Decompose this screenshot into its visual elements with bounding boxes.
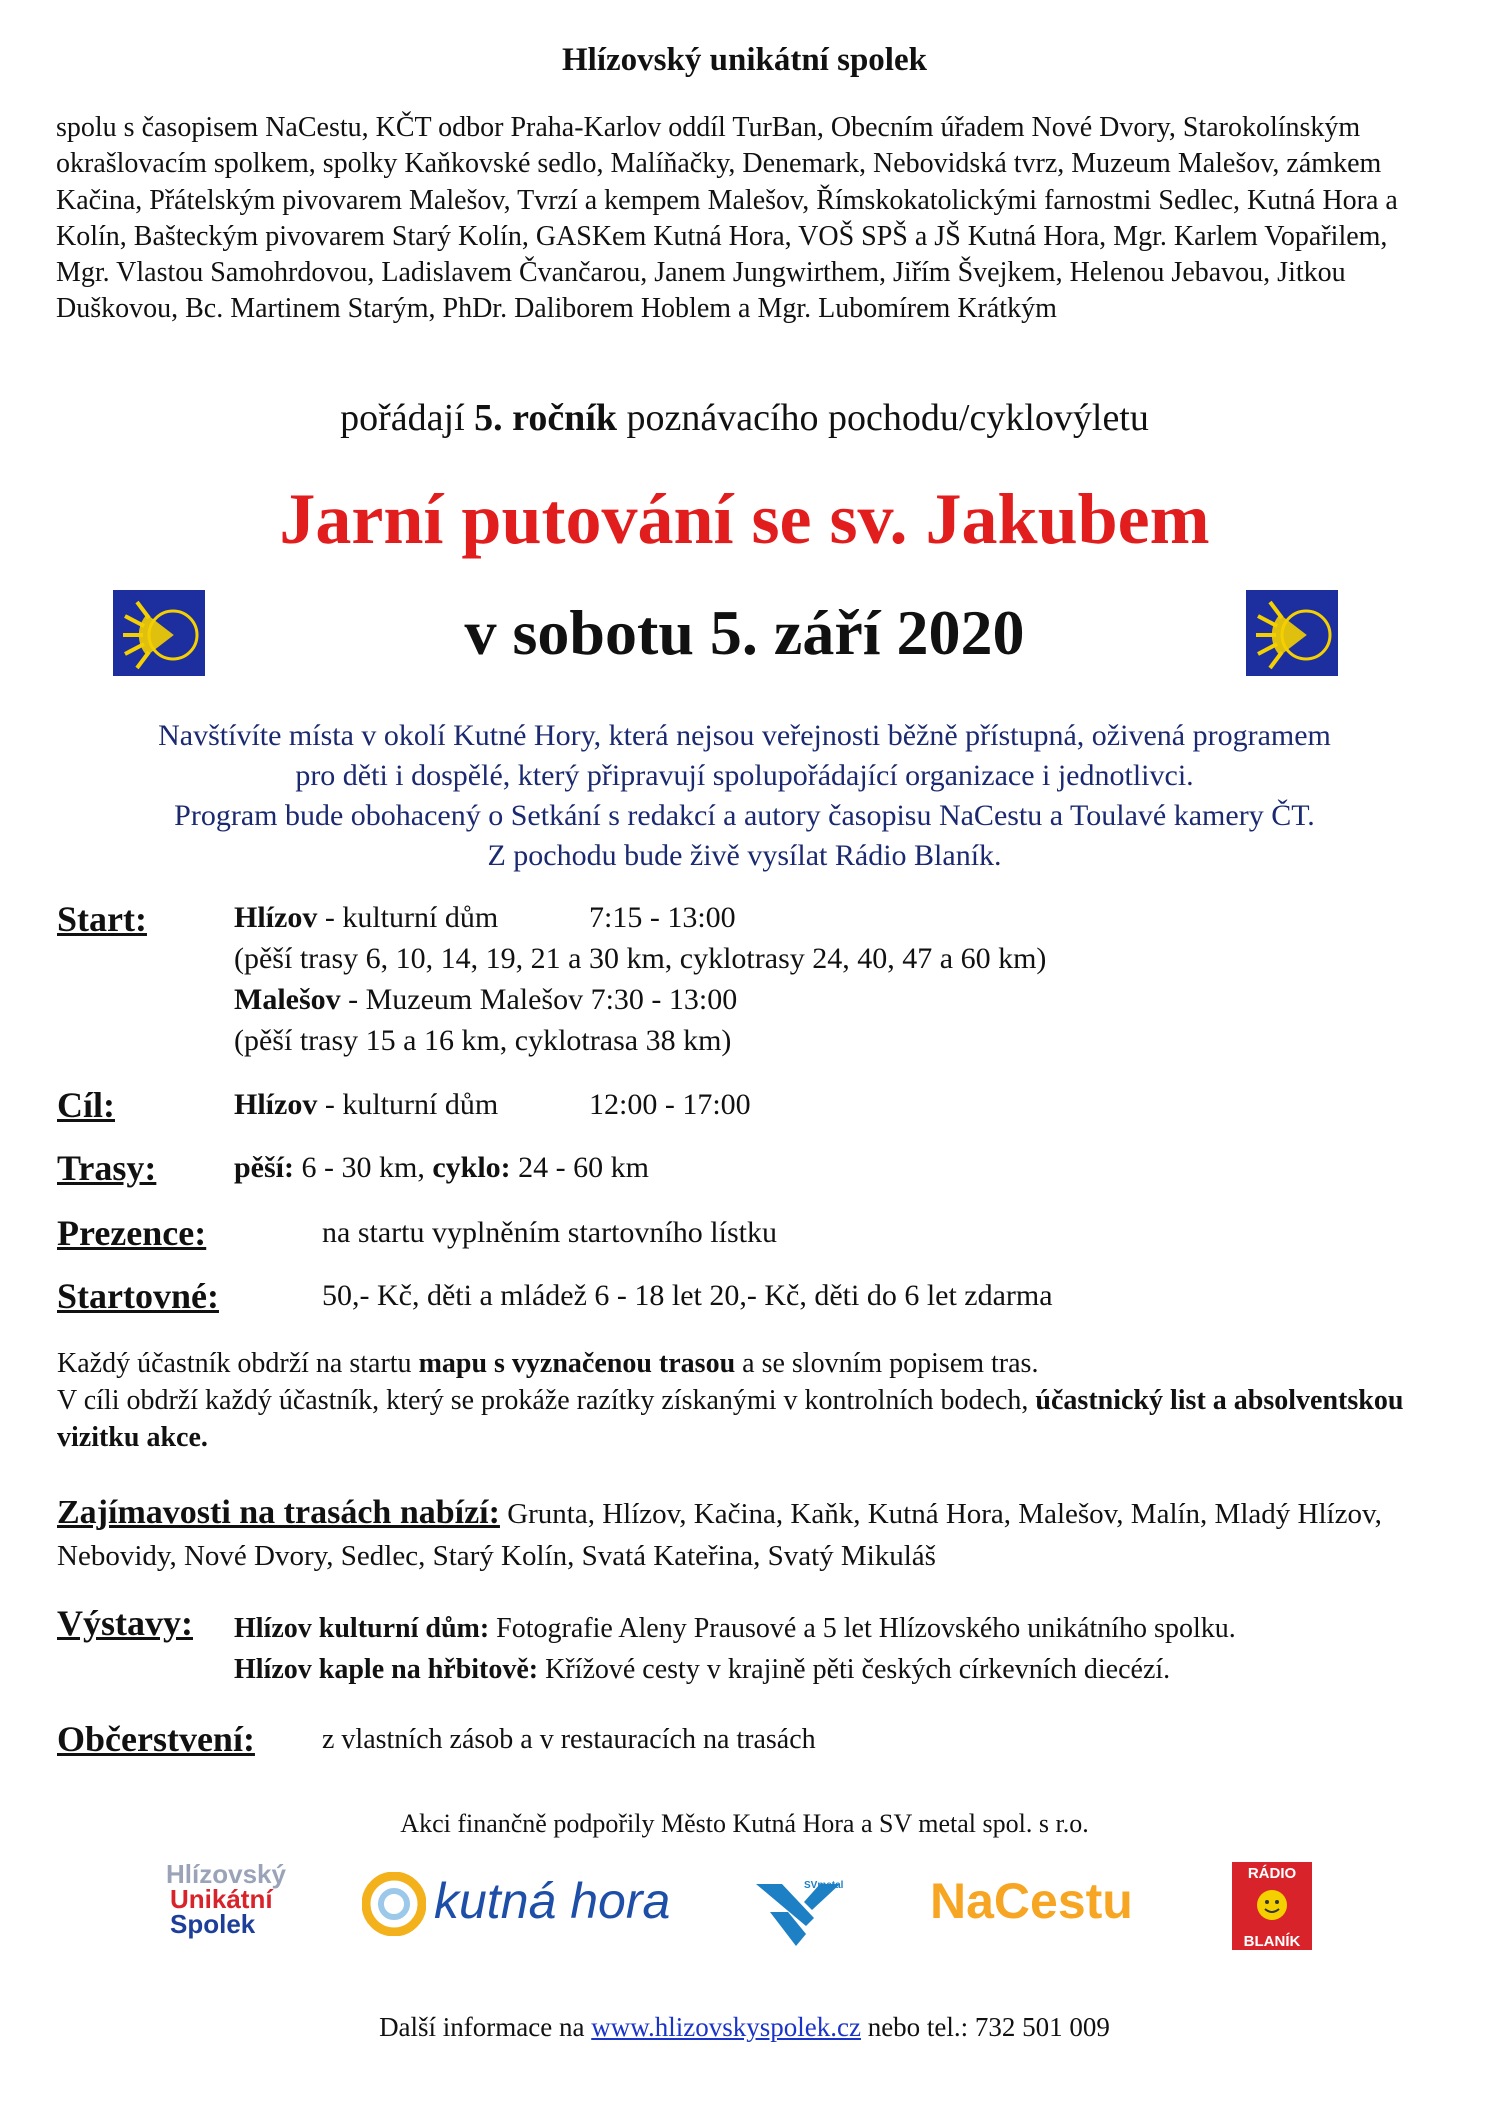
finish-time: 12:00 - 17:00: [589, 1088, 751, 1121]
description-line: Navštívíte místa v okolí Kutné Hory, která nejsou veřejnosti běžně přístupná, oživená programem: [158, 719, 1331, 752]
info-p1-a: Každý účastník obdrží na startu: [57, 1348, 419, 1379]
logo-sv-metal: [748, 1870, 848, 1950]
partners-paragraph: spolu s časopisem NaCestu, KČT odbor Praha-Karlov oddíl TurBan, Obecním úřadem Nové Dvory, Starokolínským okrašlovacím spolkem, spolky Kaňkovské sedlo, Malíňačky, Denemark, Nebovidská tvrz, Muzeum Malešov, zámkem Kačina, Přátelským pivovarem Malešov, Tvrzí a kempem Malešov, Římskokatolickými farnostmi Sedlec, Kutná Hora a Kolín, Bašteckým pivovarem Starý Kolín, GASKem Kutná Hora, VOŠ SPŠ a JŠ Kutná Hora, Mgr. Karlem Vopařilem, Mgr. Vlastou Samohrdovou, Ladislavem Čvančarou, Janem Jungwirthem, Jiřím Švejkem, Helenou Jebavou, Jitkou Duškovou, Bc. Martinem Starým, PhDr. Daliborem Hoblem a Mgr. Lubomírem Krátkým: [56, 112, 1398, 325]
logo-radio-blanik: [1232, 1862, 1312, 1950]
logo-hus-line-2: Unikátní: [170, 1884, 273, 1914]
refreshments-text: z vlastních zásob a v restauracích na trasách: [322, 1724, 816, 1755]
exhibition-1-place: Hlízov kulturní dům:: [234, 1613, 490, 1644]
intro-line: [0, 396, 1489, 440]
intro-edition: 5. ročník: [474, 397, 618, 439]
start-loc1-time: 7:15 - 13:00: [589, 901, 736, 934]
routes-bike: 24 - 60 km: [510, 1151, 649, 1184]
description-line: pro děti i dospělé, který připravují spolupořádající organizace i jednotlivci.: [295, 759, 1194, 792]
info-paragraph: [57, 1345, 1447, 1456]
fee-label: Startovné:: [57, 1276, 219, 1316]
exhibition-2: [234, 1649, 1236, 1690]
routes-walk-label: pěší:: [234, 1151, 294, 1184]
start-location-1: [234, 901, 498, 935]
event-date: v sobotu 5. září 2020: [464, 597, 1025, 668]
start-loc1-rest: - kulturní dům: [317, 901, 499, 934]
exhibitions-list: [234, 1608, 1236, 1690]
description-line: Program bude obohacený o Setkání s redakcí a autory časopisu NaCestu a Toulavé kamery ČT.: [174, 799, 1315, 832]
refreshments-label: Občerstvení:: [57, 1719, 255, 1759]
routes-text: [234, 1151, 649, 1185]
exhibition-1-text: Fotografie Aleny Prausové a 5 let Hlízovského unikátního spolku.: [489, 1613, 1236, 1644]
info-line-2: [57, 1382, 1447, 1456]
logo-hlizovsky-spolek: [166, 1859, 306, 1952]
exhibition-1: [234, 1608, 1236, 1649]
exhibition-2-text: Křížové cesty v krajině pěti českých církevních diecézí.: [538, 1654, 1171, 1685]
website-link[interactable]: www.hlizovskyspolek.cz: [591, 2012, 861, 2042]
intro-pre: pořádají: [340, 397, 465, 439]
sponsors-text: Akci finančně podpořily Město Kutná Hora a SV metal spol. s r.o.: [400, 1809, 1089, 1838]
logo-hus-line-1: Hlízovský: [166, 1859, 286, 1889]
start-loc2-routes: (pěší trasy 15 a 16 km, cyklotrasa 38 km): [234, 1024, 732, 1057]
start-loc1-name: Hlízov: [234, 901, 318, 934]
logo-kutna-hora: [362, 1870, 682, 1940]
info-p2-b: účastnický list a absolventskou vizitku akce.: [57, 1385, 1404, 1453]
logo-radio-line-2: BLANÍK: [1243, 1933, 1301, 1950]
routes-walk: 6 - 30 km,: [294, 1151, 425, 1184]
finish-label: Cíl:: [57, 1085, 115, 1125]
start-loc2-rest: - Muzeum Malešov 7:30 - 13:00: [340, 983, 738, 1016]
info-p1-c: a se slovním popisem tras.: [735, 1348, 1039, 1379]
radio-sun-icon: [1249, 1882, 1295, 1928]
registration-text: na startu vyplněním startovního lístku: [322, 1216, 777, 1249]
finish-location: [234, 1088, 498, 1122]
info-p1-b: mapu s vyznačenou trasou: [418, 1348, 736, 1379]
fee-text: 50,- Kč, děti a mládež 6 - 18 let 20,- Kč, děti do 6 let zdarma: [322, 1279, 1053, 1312]
exhibition-2-place: Hlízov kaple na hřbitově:: [234, 1654, 539, 1685]
logo-kutna-hora-text: kutná hora: [434, 1873, 671, 1929]
finish-loc-name: Hlízov: [234, 1088, 318, 1121]
attractions-label: Zajímavosti na trasách nabízí:: [57, 1494, 500, 1531]
logo-hus-line-3: Spolek: [170, 1909, 256, 1939]
start-loc2-name: Malešov: [234, 983, 341, 1016]
registration-label: Prezence:: [57, 1213, 207, 1253]
logo-radio-line-1: RÁDIO: [1247, 1865, 1297, 1882]
kutna-hora-emblem-icon: [362, 1872, 426, 1936]
info-p2-a: V cíli obdrží každý účastník, který se prokáže razítky získanými v kontrolních bodech,: [57, 1385, 1036, 1416]
routes-label: Trasy:: [57, 1148, 157, 1188]
attractions-paragraph: [57, 1492, 1447, 1577]
footer: [0, 2012, 1489, 2043]
logo-sv-metal-text: SVmetal: [804, 1880, 844, 1891]
description-line: Z pochodu bude živě vysílat Rádio Blaník.: [487, 839, 1002, 872]
event-description: [0, 716, 1489, 876]
footer-post: nebo tel.: 732 501 009: [860, 2012, 1110, 2042]
start-loc1-routes: (pěší trasy 6, 10, 14, 19, 21 a 30 km, cyklotrasy 24, 40, 47 a 60 km): [234, 942, 1047, 975]
logo-nacestu: NaCestu: [930, 1873, 1133, 1929]
finish-loc-rest: - kulturní dům: [317, 1088, 499, 1121]
event-title: Jarní putování se sv. Jakubem: [279, 479, 1210, 559]
start-label: Start:: [57, 899, 147, 939]
attractions-text: Grunta, Hlízov, Kačina, Kaňk, Kutná Hora, Malešov, Malín, Mladý Hlízov, Nebovidy, Nové Dvory, Sedlec, Starý Kolín, Svatá Kateřina, Svatý Mikuláš: [57, 1498, 1382, 1572]
start-location-2: [234, 983, 737, 1017]
info-line-1: [57, 1345, 1447, 1382]
organizer-name: Hlízovský unikátní spolek: [562, 42, 927, 78]
intro-post: poznávacího pochodu/cyklovýletu: [626, 397, 1149, 439]
footer-pre: Další informace na: [379, 2012, 592, 2042]
routes-bike-label: cyklo:: [432, 1151, 511, 1184]
exhibitions-label: Výstavy:: [57, 1603, 193, 1643]
